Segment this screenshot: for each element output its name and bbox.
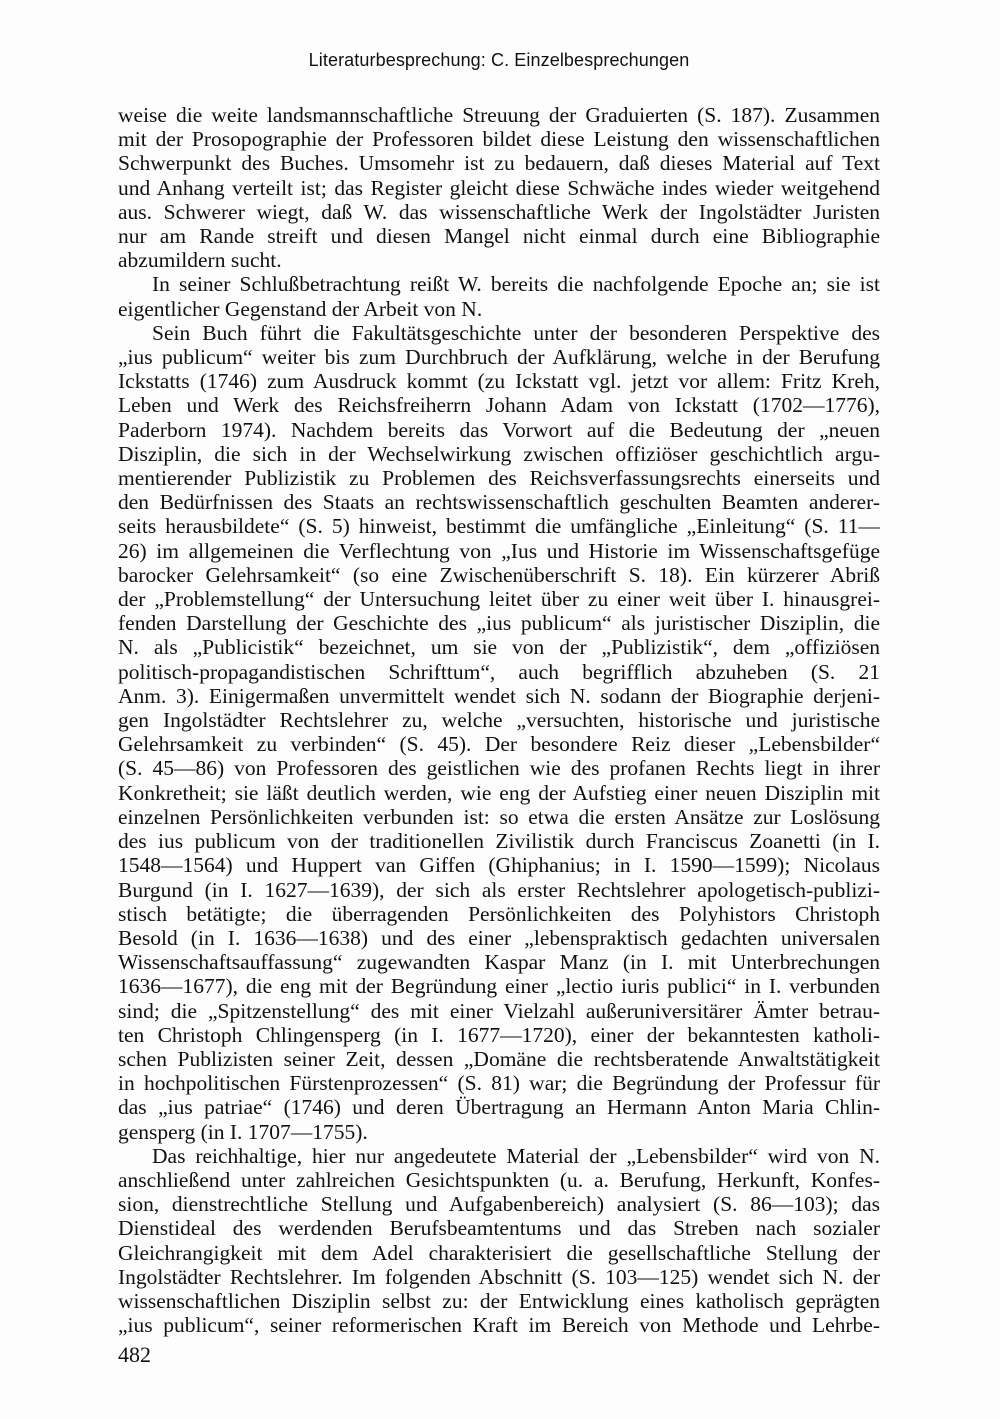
text-line: aus. Schwerer wiegt, daß W. das wissenschaftliche Werk der Ingolstädter Juristen (118, 199, 880, 224)
paragraph (118, 272, 880, 320)
text-line: nur am Rande streift und diesen Mangel nicht einmal durch eine Bibliographie (118, 224, 880, 249)
text-line: Gleichrangigkeit mit dem Adel charakterisiert die gesellschaftliche Stellung der (118, 1240, 880, 1265)
text-line: den Bedürfnissen des Staats an rechtswissenschaftlich geschulten Beamten anderer- (118, 490, 880, 515)
text-line: in hochpolitischen Fürstenprozessen“ (S. 81) war; die Begründung der Professur für (118, 1071, 880, 1096)
text-line: fenden Darstellung der Geschichte des „ius publicum“ als juristischer Disziplin, die (118, 611, 880, 636)
paragraph (118, 1144, 880, 1338)
page-number: 482 (118, 1342, 151, 1367)
text-line: Ickstatts (1746) zum Ausdruck kommt (zu Ickstatt vgl. jetzt vor allem: Fritz Kreh, (118, 369, 880, 394)
text-line: Burgund (in I. 1627—1639), der sich als erster Rechtslehrer apologetisch-publizi- (118, 877, 880, 902)
text-line: sion, dienstrechtliche Stellung und Aufgabenbereich) analysiert (S. 86—103); das (118, 1192, 880, 1217)
text-line: anschließend unter zahlreichen Gesichtspunkten (u. a. Berufung, Herkunft, Konfes- (118, 1167, 880, 1192)
text-line: 1548—1564) und Huppert van Giffen (Ghiphanius; in I. 1590—1599); Nicolaus (118, 853, 880, 878)
text-line: Paderborn 1974). Nachdem bereits das Vorwort auf die Bedeutung der „neuen (118, 417, 880, 442)
text-line: Sein Buch führt die Fakultätsgeschichte unter der besonderen Perspektive des (152, 320, 880, 345)
text-line: des ius publicum von der traditionellen Zivilistik durch Franciscus Zoanetti (in I. (118, 829, 880, 854)
text-line: gen Ingolstädter Rechtslehrer zu, welche „versuchten, historische und juristische (118, 708, 880, 733)
text-line: stisch betätigte; die überragenden Persönlichkeiten des Polyhistors Christoph (118, 901, 880, 926)
text-line: das „ius patriae“ (1746) und deren Übertragung an Hermann Anton Maria Chlin- (118, 1095, 880, 1120)
text-line: Besold (in I. 1636—1638) und des einer „lebenspraktisch gedachten universalen (118, 925, 880, 950)
text-line: politisch-propagandistischen Schrifttum“, auch begrifflich abzuheben (S. 21 (118, 659, 880, 684)
text-line: und Anhang verteilt ist; das Register gleicht diese Schwäche indes wieder weitgehend (118, 175, 880, 200)
running-header: Literaturbesprechung: C. Einzelbesprechungen (308, 50, 690, 70)
text-line: wissenschaftlichen Disziplin selbst zu: der Entwicklung eines katholisch geprägten (118, 1288, 880, 1313)
text-line: der „Problemstellung“ der Untersuchung leitet über zu einer weit über I. hinausgrei- (118, 587, 880, 612)
text-line: barocker Gelehrsamkeit“ (so eine Zwischenüberschrift S. 18). Ein kürzerer Abriß (118, 562, 880, 587)
text-line: abzumildern sucht. (118, 248, 282, 273)
text-line: schen Publizisten seiner Zeit, dessen „Domäne die rechtsberatende Anwaltstätigkeit (118, 1046, 880, 1071)
text-line: N. als „Publicistik“ bezeichnet, um sie von der „Publizistik“, dem „offiziösen (118, 635, 880, 660)
text-line: Anm. 3). Einigermaßen unvermittelt wendet sich N. sodann der Biographie derjeni- (118, 683, 880, 708)
text-line: Leben und Werk des Reichsfreiherrn Johann Adam von Ickstatt (1702—1776), (118, 393, 880, 418)
text-line: weise die weite landsmannschaftliche Streuung der Graduierten (S. 187). Zusammen (118, 103, 880, 127)
text-line: 26) im allgemeinen die Verflechtung von „Ius und Historie im Wissenschaftsgefüge (118, 538, 880, 563)
text-line: einzelnen Persönlichkeiten verbunden ist: so etwa die ersten Ansätze zur Loslösung (118, 804, 880, 829)
text-line: seits herausbildete“ (S. 5) hinweist, bestimmt die umfängliche „Einleitung“ (S. 11— (118, 514, 880, 539)
text-line: Disziplin, die sich in der Wechselwirkung zwischen offiziöser geschichtlich argu- (118, 441, 880, 466)
paragraph (118, 103, 880, 272)
body-text (118, 103, 880, 1337)
text-line: Wissenschaftsauffassung“ zugewandten Kaspar Manz (in I. mit Unterbrechungen (118, 950, 880, 975)
text-line: Konkretheit; sie läßt deutlich werden, wie eng der Aufstieg einer neuen Disziplin mit (118, 780, 880, 805)
text-line: In seiner Schlußbetrachtung reißt W. bereits die nachfolgende Epoche an; sie ist (152, 272, 880, 297)
text-line: 1636—1677), die eng mit der Begründung einer „lectio iuris publici“ in I. verbunden (118, 974, 880, 999)
text-line: eigentlicher Gegenstand der Arbeit von N. (118, 296, 483, 321)
text-line: Ingolstädter Rechtslehrer. Im folgenden Abschnitt (S. 103—125) wendet sich N. der (118, 1264, 880, 1289)
text-line: gensperg (in I. 1707—1755). (118, 1119, 368, 1144)
text-line: sind; die „Spitzenstellung“ des mit einer Vielzahl außeruniversitärer Ämter betrau- (118, 998, 880, 1023)
text-line: Das reichhaltige, hier nur angedeutete Material der „Lebensbilder“ wird von N. (152, 1143, 880, 1168)
text-line: mit der Prosopographie der Professoren bildet diese Leistung den wissenschaftlichen (118, 127, 880, 152)
text-line: „ius publicum“ weiter bis zum Durchbruch der Aufklärung, welche in der Berufung (118, 345, 880, 370)
text-line: ten Christoph Chlingensperg (in I. 1677—1720), einer der bekanntesten katholi- (118, 1022, 880, 1047)
text-line: Dienstideal des werdenden Berufsbeamtentums und das Streben nach sozialer (118, 1216, 880, 1241)
text-line: mentierender Publizistik zu Problemen des Reichsverfassungsrechts einerseits und (118, 466, 880, 491)
text-line: Gelehrsamkeit zu verbinden“ (S. 45). Der besondere Reiz dieser „Lebensbilder“ (118, 732, 880, 757)
paragraph (118, 321, 880, 1144)
text-line: Schwerpunkt des Buches. Umsomehr ist zu bedauern, daß dieses Material auf Text (118, 151, 880, 176)
text-line: (S. 45—86) von Professoren des geistlichen wie des profanen Rechts liegt in ihrer (118, 756, 880, 781)
text-line: „ius publicum“, seiner reformerischen Kraft im Bereich von Methode und Lehrbe- (118, 1313, 880, 1338)
